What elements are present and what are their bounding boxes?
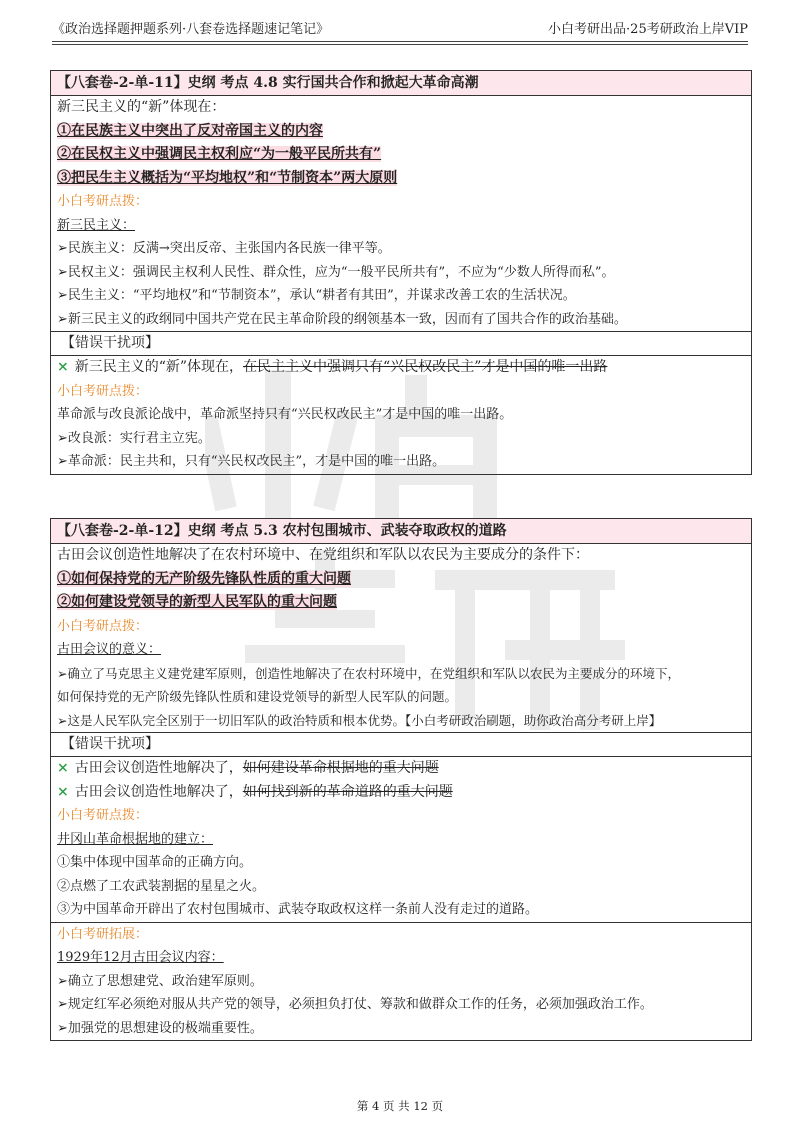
tip-heading: 新三民主义： <box>57 217 136 233</box>
tip-line: ②点燃了工农武装割据的星星之火。 <box>57 878 266 894</box>
distractor-label: 【错误干扰项】 <box>51 732 751 757</box>
tip-heading: 井冈山革命根据地的建立： <box>57 831 214 847</box>
tip-label: 小白考研点拨： <box>57 194 149 209</box>
question-card-12 <box>50 518 752 1041</box>
card-intro: 古田会议创造性地解决了在农村环境中、在党组织和军队以农民为主要成分的条件下： <box>57 547 589 563</box>
distractor-struck-text: 在民主主义中强调只有“兴民权改民主”才是中国的唯一出路 <box>243 359 608 375</box>
wrong-mark-icon: × <box>57 760 69 776</box>
wrong-mark-icon: × <box>57 359 69 375</box>
distractor-struck-text: 如何建设革命根据地的重大问题 <box>242 760 439 776</box>
distractor-item <box>51 781 751 805</box>
key-point: ①如何保持党的无产阶级先锋队性质的重大问题 <box>57 570 351 587</box>
tip-line: ➢民权主义：强调民主权利人民性、群众性，应为“一般平民所共有”，不应为“少数人所得而私”。 <box>57 264 615 280</box>
key-point: ②如何建设党领导的新型人民军队的重大问题 <box>57 594 337 610</box>
card-title: 【八套卷-2-单-11】史纲 考点 4.8 实行国共合作和掀起大革命高潮 <box>51 71 751 96</box>
tip-line: ➢民族主义：反满→突出反帝、主张国内各民族一律平等。 <box>57 241 391 256</box>
tip-line: ➢革命派：民主共和，只有“兴民权改民主”，才是中国的唯一出路。 <box>57 454 446 469</box>
header-divider-second <box>52 44 748 45</box>
distractor-item <box>51 757 751 781</box>
wrong-mark-icon: × <box>57 783 69 800</box>
tip-line: ➢新三民主义的政纲同中国共产党在民主革命阶段的纲领基本一致，因而有了国共合作的政治基础。 <box>57 311 627 327</box>
key-point: ①在民族主义中突出了反对帝国主义的内容 <box>57 122 323 139</box>
header-divider <box>52 41 748 42</box>
tip-line: 革命派与改良派论战中，革命派坚持只有“兴民权改民主”才是中国的唯一出路。 <box>57 407 513 422</box>
tip-line: ③为中国革命开辟出了农村包围城市、武装夺取政权这样一条前人没有走过的道路。 <box>57 902 539 917</box>
tip-line: 如何保持党的无产阶级先锋队性质和建设党领导的新型人民军队的问题。 <box>57 689 458 704</box>
extension-line: ➢确立了思想建党、政治建军原则。 <box>57 973 263 989</box>
card-intro: 新三民主义的“新”体现在： <box>57 99 226 115</box>
tip-label: 小白考研点拨： <box>57 618 149 634</box>
page-header <box>52 18 748 40</box>
tip-label: 小白考研点拨： <box>57 808 149 823</box>
tip-line: ➢民生主义：“平均地权”和“节制资本”，承认“耕者有其田”，并谋求改善工农的生活状况。 <box>57 288 576 303</box>
extension-line: ➢规定红军必须绝对服从共产党的领导，必须担负打仗、筹款和做群众工作的任务，必须加强政治工作。 <box>57 997 653 1012</box>
distractor-prefix: 新三民主义的“新”体现在， <box>74 359 244 375</box>
page-number: 第 4 页 共 12 页 <box>356 1099 444 1113</box>
key-point: ②在民权主义中强调民主权利应“为一般平民所共有” <box>57 146 382 162</box>
distractor-prefix: 古田会议创造性地解决了， <box>74 783 243 800</box>
question-card-11 <box>50 70 752 475</box>
extension-label: 小白考研拓展： <box>51 922 751 947</box>
tip-line: ➢改良派：实行君主立宪。 <box>57 430 211 446</box>
extension-heading: 1929年12月古田会议内容： <box>57 950 224 965</box>
key-point: ③把民生主义概括为“平均地权”和“节制资本”两大原则 <box>57 169 398 186</box>
card-title: 【八套卷-2-单-12】史纲 考点 5.3 农村包围城市、武装夺取政权的道路 <box>51 519 751 544</box>
header-right-brand: 小白考研出品·25考研政治上岸VIP <box>548 22 748 37</box>
extension-line: ➢加强党的思想建设的极端重要性。 <box>57 1020 263 1036</box>
distractor-struck-text: 如何找到新的革命道路的重大问题 <box>242 783 453 800</box>
tip-label: 小白考研点拨： <box>57 383 149 399</box>
tip-heading: 古田会议的意义： <box>57 642 162 657</box>
tip-line: ①集中体现中国革命的正确方向。 <box>57 855 253 870</box>
distractor-label: 【错误干扰项】 <box>51 331 751 356</box>
tip-line: ➢这是人民军队完全区别于一切旧军队的政治特质和根本优势。【小白考研政治刷题，助你政治高分考研上岸】 <box>57 712 662 728</box>
header-left-title: 《政治选择题押题系列·八套卷选择题速记笔记》 <box>52 22 330 37</box>
distractor-item <box>51 356 751 380</box>
distractor-prefix: 古田会议创造性地解决了， <box>74 760 243 776</box>
tip-line: ➢确立了马克思主义建党建军原则，创造性地解决了在农村环境中，在党组织和军队以农民为主要成分的环境下， <box>57 665 680 681</box>
